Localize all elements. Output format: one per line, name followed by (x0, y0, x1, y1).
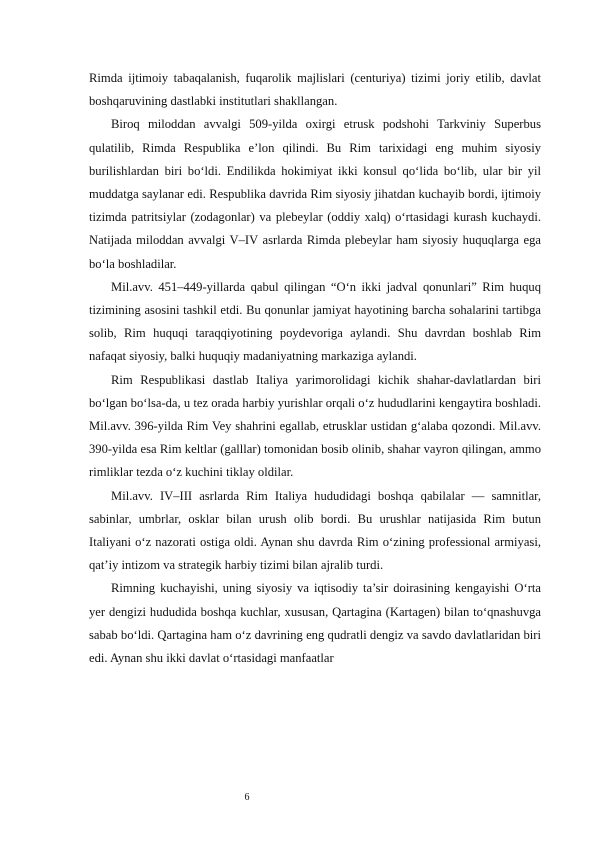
paragraph-6: Rimning kuchayishi, uning siyosiy va iqtisodiy ta’sir doirasining kengayishi O‘rta yer dengizi hududida boshqa kuchlar, xususan, Qartagina (Kartagen) bilan to‘qnashuvga sabab bo‘ldi. Qartagina ham o‘z davrining eng qudratli dengiz va savdo davlatlaridan biri edi. Aynan shu ikki davlat o‘rtasidagi manfaatlar (89, 581, 541, 666)
paragraph-2: Biroq miloddan avvalgi 509-yilda oxirgi etrusk podshohi Tarkviniy Superbus qulatilib, Rimda Respublika e’lon qilindi. Bu Rim tarixidagi eng muhim siyosiy burilishlardan biri bo‘ldi. Endilikda hokimiyat ikki konsul qo‘lida bo‘lib, ular bir yil muddatga saylanar edi. Respublika davrida Rim siyosiy jihatdan kuchayib bordi, ijtimoiy tizimda patritsiylar (zodagonlar) va plebeylar (oddiy xalq) o‘rtasidagi kurash kuchaydi. Natijada miloddan avvalgi V–IV asrlarda Rimda plebeylar ham siyosiy huquqlarga ega bo‘la boshladilar. (89, 117, 541, 271)
paragraph-4: Rim Respublikasi dastlab Italiya yarimorolidagi kichik shahar-davlatlardan biri bo‘lgan bo‘lsa-da, u tez orada harbiy yurishlar orqali o‘z hududlarini kengaytira boshladi. Mil.avv. 396-yilda Rim Vey shahrini egallab, etrusklar ustidan g‘alaba qozondi. Mil.avv. 390-yilda esa Rim keltlar (galllar) tomonidan bosib olinib, shahar vayron qilingan, ammo rimliklar tezda o‘z kuchini tiklay oldilar. (89, 372, 541, 480)
page-number: 6 (244, 792, 250, 803)
paragraph-1: Rimda ijtimoiy tabaqalanish, fuqarolik majlislari (centuriya) tizimi joriy etilib, davlat boshqaruvining dastlabki institutlari shakllangan. (89, 71, 541, 109)
body-text (89, 67, 541, 670)
paragraph-5: Mil.avv. IV–III asrlarda Rim Italiya hududidagi boshqa qabilalar — samnitlar, sabinlar, umbrlar, osklar bilan urush olib bordi. Bu urushlar natijasida Rim butun Italiyani o‘z nazorati ostiga oldi. Aynan shu davrda Rim o‘zining professional armiyasi, qat’iy intizom va strategik harbiy tizimi bilan ajralib turdi. (89, 488, 541, 573)
paragraph-3: Mil.avv. 451–449-yillarda qabul qilingan “O‘n ikki jadval qonunlari” Rim huquq tizimining asosini tashkil etdi. Bu qonunlar jamiyat hayotining barcha sohalarini tartibga solib, Rim huquqi taraqqiyotining poydevoriga aylandi. Shu davrdan boshlab Rim nafaqat siyosiy, balki huquqiy madaniyatning markaziga aylandi. (89, 279, 541, 364)
